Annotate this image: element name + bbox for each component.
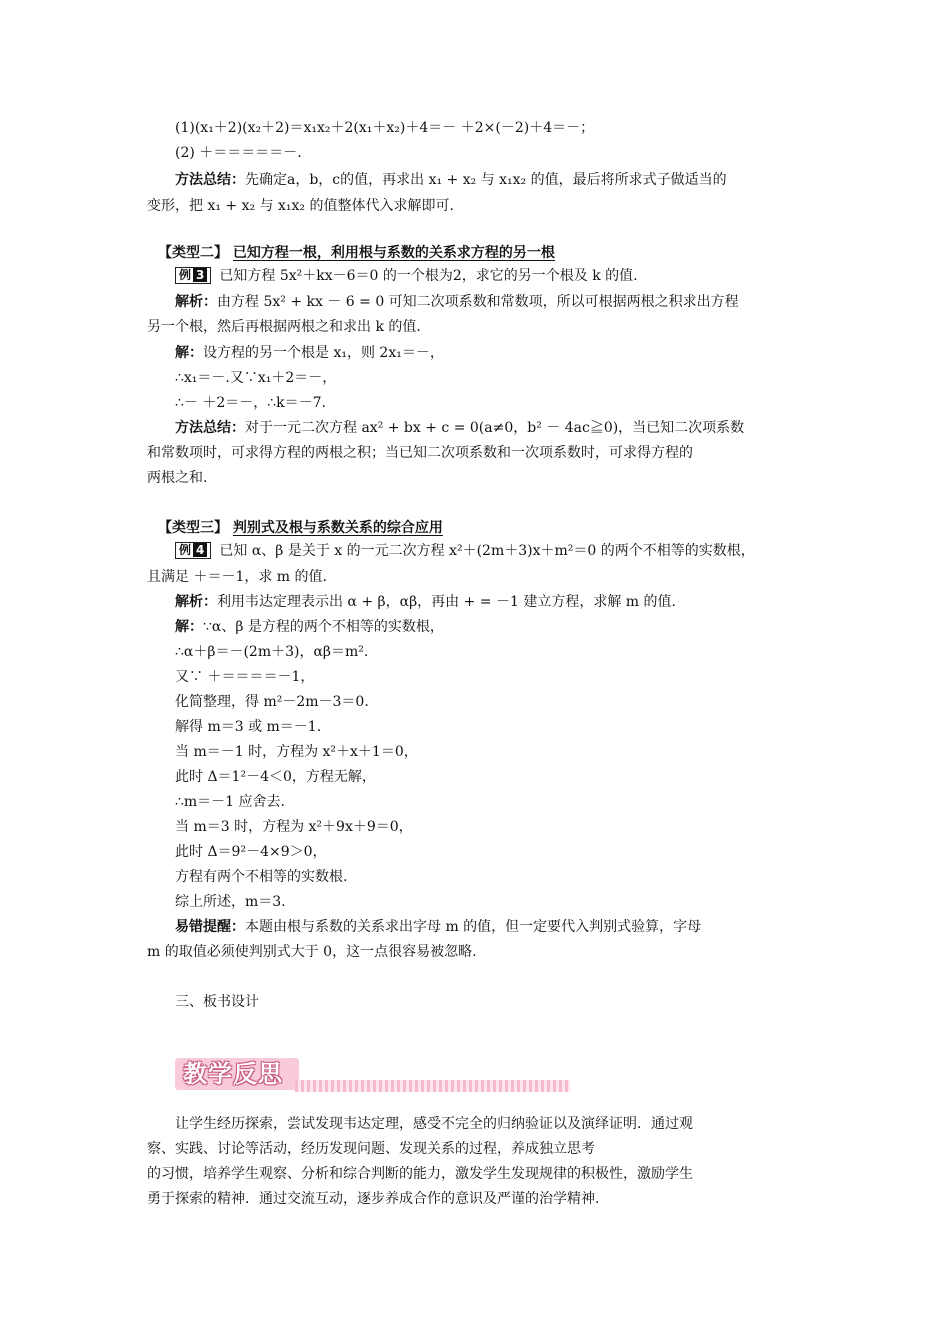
solution-4-line-6: 当 m＝－1 时，方程为 x²＋x＋1＝0， bbox=[175, 744, 418, 760]
solution-line-1: (1)(x₁＋2)(x₂＋2)＝x₁x₂＋2(x₁＋x₂)＋4＝－ ＋2×(－2)＋4＝－； bbox=[175, 120, 595, 136]
example-4-text: 已知 α、β 是关于 x 的一元二次方程 x²＋(2m＋3)x＋m²＝0 的两个不相等的实数根， bbox=[219, 543, 755, 559]
solution-3-label: 解： bbox=[175, 345, 203, 361]
solution-3-line-1: 解：设方程的另一个根是 x₁，则 2x₁＝－， bbox=[175, 345, 444, 361]
analysis-3 bbox=[175, 292, 739, 312]
solution-4-line-3: 又∵ ＋＝＝＝＝－1， bbox=[175, 669, 315, 685]
solution-4-line-11: 方程有两个不相等的实数根. bbox=[175, 869, 348, 885]
solution-3-line-3: ∴－ ＋2＝－，∴k＝－7. bbox=[175, 395, 327, 411]
solution-4-line-5: 解得 m＝3 或 m＝－1. bbox=[175, 719, 322, 735]
analysis-3-label: 解析： bbox=[175, 294, 217, 310]
solution-4-line-9: 当 m＝3 时，方程为 x²＋9x＋9＝0， bbox=[175, 819, 413, 835]
type-2-heading bbox=[158, 243, 555, 263]
solution-4-line-10: 此时 Δ＝9²－4×9＞0， bbox=[175, 844, 327, 860]
type-2-title: 已知方程一根，利用根与系数的关系求方程的另一根 bbox=[232, 245, 555, 261]
method-summary-text: 先确定a，b，c的值，再求出 x₁ + x₂ 与 x₁x₂ 的值，最后将所求式子做适当的 bbox=[245, 172, 727, 188]
type-3-heading bbox=[158, 518, 443, 538]
method-summary bbox=[175, 170, 727, 190]
method-summary-3-label: 方法总结： bbox=[175, 420, 245, 436]
method-summary-label: 方法总结： bbox=[175, 172, 245, 188]
reflection-line-1: 让学生经历探索，尝试发现韦达定理，感受不完全的归纳验证以及演绎证明．通过观 bbox=[175, 1116, 693, 1132]
analysis-3-cont: 另一个根，然后再根据两根之和求出 k 的值. bbox=[147, 319, 421, 335]
solution-4-label: 解： bbox=[175, 619, 203, 635]
error-reminder-cont: m 的取值必须使判别式大于 0，这一点很容易被忽略. bbox=[147, 944, 477, 960]
reflection-line-4: 勇于探索的精神．通过交流互动，逐步养成合作的意识及严谨的治学精神. bbox=[147, 1191, 600, 1207]
type-3-tag: 【类型三】 bbox=[158, 520, 228, 536]
error-reminder: 易错提醒：本题由根与系数的关系求出字母 m 的值，但一定要代入判别式验算，字母 bbox=[175, 919, 702, 935]
solution-4-line-12: 综上所述，m＝3. bbox=[175, 894, 286, 910]
analysis-4: 解析：利用韦达定理表示出 α + β，αβ，再由 + = －1 建立方程，求解 m 的值. bbox=[175, 594, 676, 610]
reflection-line-3: 的习惯，培养学生观察、分析和综合判断的能力，激发学生发现规律的积极性，激励学生 bbox=[147, 1166, 693, 1182]
solution-4-line-8: ∴m＝－1 应舍去. bbox=[175, 794, 285, 810]
banner-title: 教学反思 bbox=[183, 1060, 283, 1088]
example-3 bbox=[175, 266, 638, 286]
solution-4-line-7: 此时 Δ＝1²－4＜0，方程无解， bbox=[175, 769, 376, 785]
example-3-text: 已知方程 5x²＋kx－6＝0 的一个根为2，求它的另一个根及 k 的值. bbox=[219, 268, 638, 284]
example-4-cont: 且满足 ＋＝－1，求 m 的值. bbox=[147, 569, 327, 585]
solution-line-2: (2) ＋＝＝＝＝＝－. bbox=[175, 145, 302, 161]
method-summary-3-cont-1: 和常数项时，可求得方程的两根之积；当已知二次项系数和一次项系数时，可求得方程的 bbox=[147, 445, 693, 461]
solution-4-line-4: 化简整理，得 m²－2m－3＝0. bbox=[175, 694, 369, 710]
banner-dotted-strip bbox=[295, 1080, 570, 1092]
reflection-line-2: 察、实践、讨论等活动，经历发现问题、发现关系的过程，养成独立思考 bbox=[147, 1141, 595, 1157]
method-summary-cont: 变形，把 x₁ + x₂ 与 x₁x₂ 的值整体代入求解即可. bbox=[147, 198, 454, 214]
method-summary-3-cont-2: 两根之和. bbox=[147, 470, 208, 486]
analysis-4-label: 解析： bbox=[175, 594, 217, 610]
example-3-badge: 例 3 bbox=[175, 267, 211, 284]
reflection-banner bbox=[175, 1058, 570, 1094]
solution-4-line-2: ∴α＋β＝－(2m＋3)，αβ＝m². bbox=[175, 644, 369, 660]
example-4 bbox=[175, 541, 755, 561]
analysis-3-text: 由方程 5x² + kx － 6 = 0 可知二次项系数和常数项，所以可根据两根之积求出方程 bbox=[217, 294, 739, 310]
error-reminder-label: 易错提醒： bbox=[175, 919, 245, 935]
type-3-title: 判别式及根与系数关系的综合应用 bbox=[232, 520, 443, 536]
solution-4-line-1: 解：∵α、β 是方程的两个不相等的实数根， bbox=[175, 619, 444, 635]
example-4-badge: 例 4 bbox=[175, 542, 211, 559]
method-summary-3: 方法总结：对于一元二次方程 ax² + bx + c = 0(a≠0，b² － 4ac≧0)，当已知二次项系数 bbox=[175, 420, 745, 436]
type-2-tag: 【类型二】 bbox=[158, 245, 228, 261]
section-3-heading: 三、板书设计 bbox=[175, 994, 259, 1010]
solution-3-line-2: ∴x₁＝－.又∵x₁＋2＝－， bbox=[175, 370, 337, 386]
